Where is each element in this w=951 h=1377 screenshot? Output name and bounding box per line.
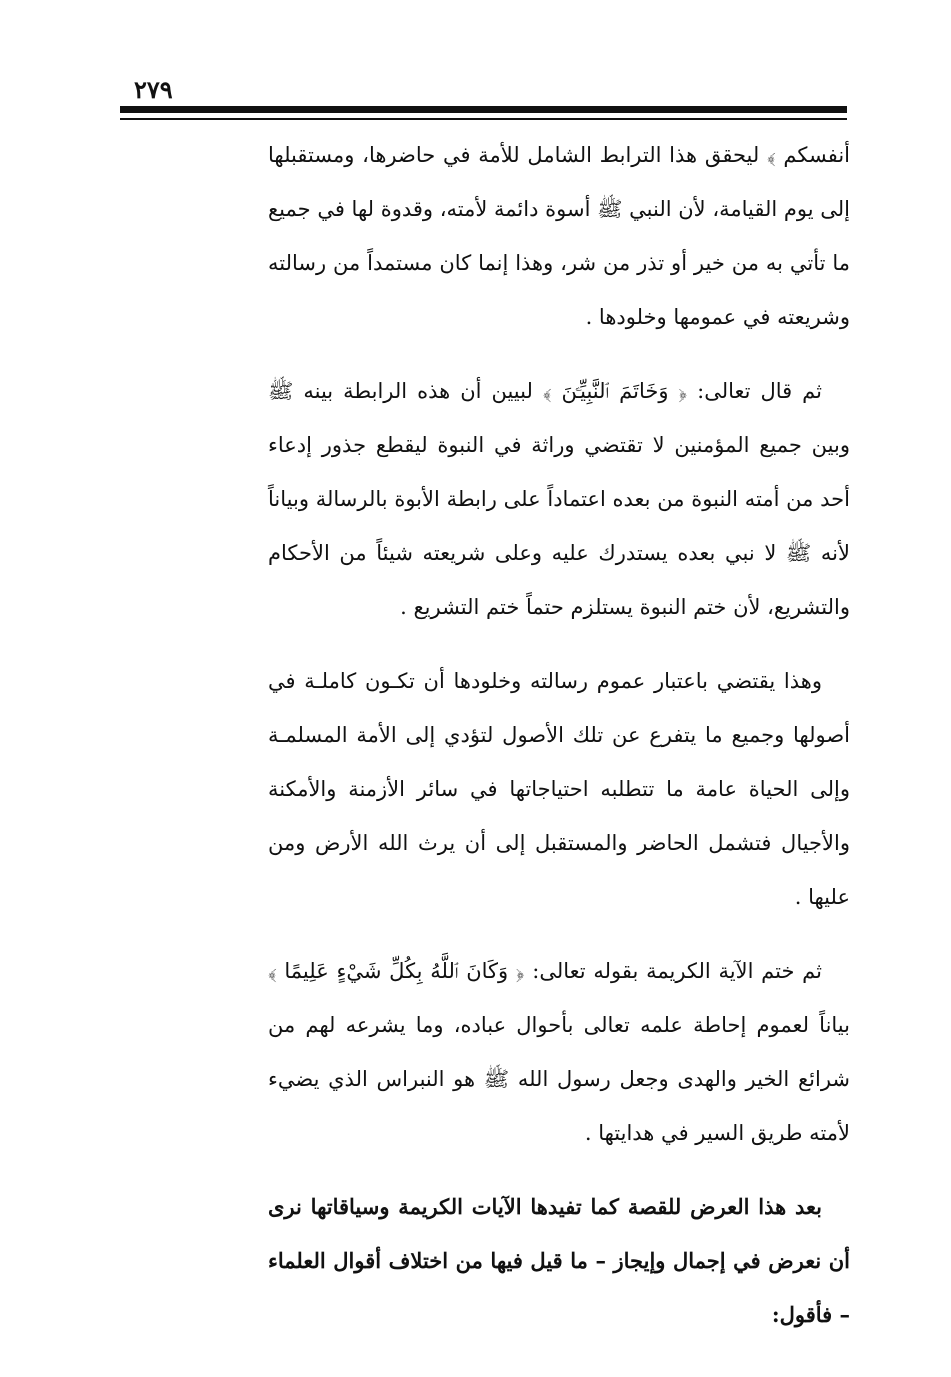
paragraph-5: بعد هذا العرض للقصة كما تفيدها الآيات الكريمة وسياقاتها نرى أن نعرض في إجمال وإيجاز – ما قيل فيها من اختلاف أقوال العلماء – فأقول: — [268, 1194, 850, 1327]
header-rule-thin — [120, 118, 847, 120]
page-number: ٢٧٩ — [134, 75, 173, 104]
header-rule — [120, 106, 847, 113]
paragraph-1: أنفسكم ﴾ ليحقق هذا الترابط الشامل للأمة في حاضرها، ومستقبلها إلى يوم القيامة، لأن النبي ﷺ أسوة دائمة لأمته، وقدوة لها في جميع ما تأتي به من خير أو تذر من شر، وهذا إنما كان مستمداً من رسالته وشريعته في عمومها وخلودها . — [268, 143, 850, 329]
page-body — [268, 128, 850, 1362]
paragraph-3: وهذا يقتضي باعتبار عموم رسالته وخلودها أن تكـون كاملـة في أصولها وجميع ما يتفرع عن تلك الأصول لتؤدي إلى الأمة المسلمـة وإلى الحياة عامة ما تتطلبه احتياجاتها في سائر الأزمنة والأمكنة والأجيال فتشمل الحاضر والمستقبل إلى أن يرث الله الأرض ومن عليها . — [268, 669, 850, 909]
paragraph-2: ثم قال تعالى: ﴿ وَخَاتَمَ ٱلنَّبِيِّـۧنَ ﴾ لبيين أن هذه الرابطة بينه ﷺ وبين جميع المؤمنين لا تقتضي وراثة في النبوة ليقطع جذور إدعاء أحد من أمته النبوة من بعده اعتماداً على رابطة الأبوة بالرسالة وبياناً لأنه ﷺ لا نبي بعده يستدرك عليه وعلى شريعته شيئاً من الأحكام والتشريع، لأن ختم النبوة يستلزم حتماً ختم التشريع . — [268, 379, 850, 619]
paragraph-4: ثم ختم الآية الكريمة بقوله تعالى: ﴿ وَكَانَ ٱللَّهُ بِكُلِّ شَيْءٍ عَلِيمًا ﴾ بياناً لعموم إحاطة علمه تعالى بأحوال عباده، وما يشرعه لهم من شرائع الخير والهدى وجعل رسول الله ﷺ هو النبراس الذي يضيء لأمته طريق السير في هدايتها . — [268, 959, 850, 1145]
